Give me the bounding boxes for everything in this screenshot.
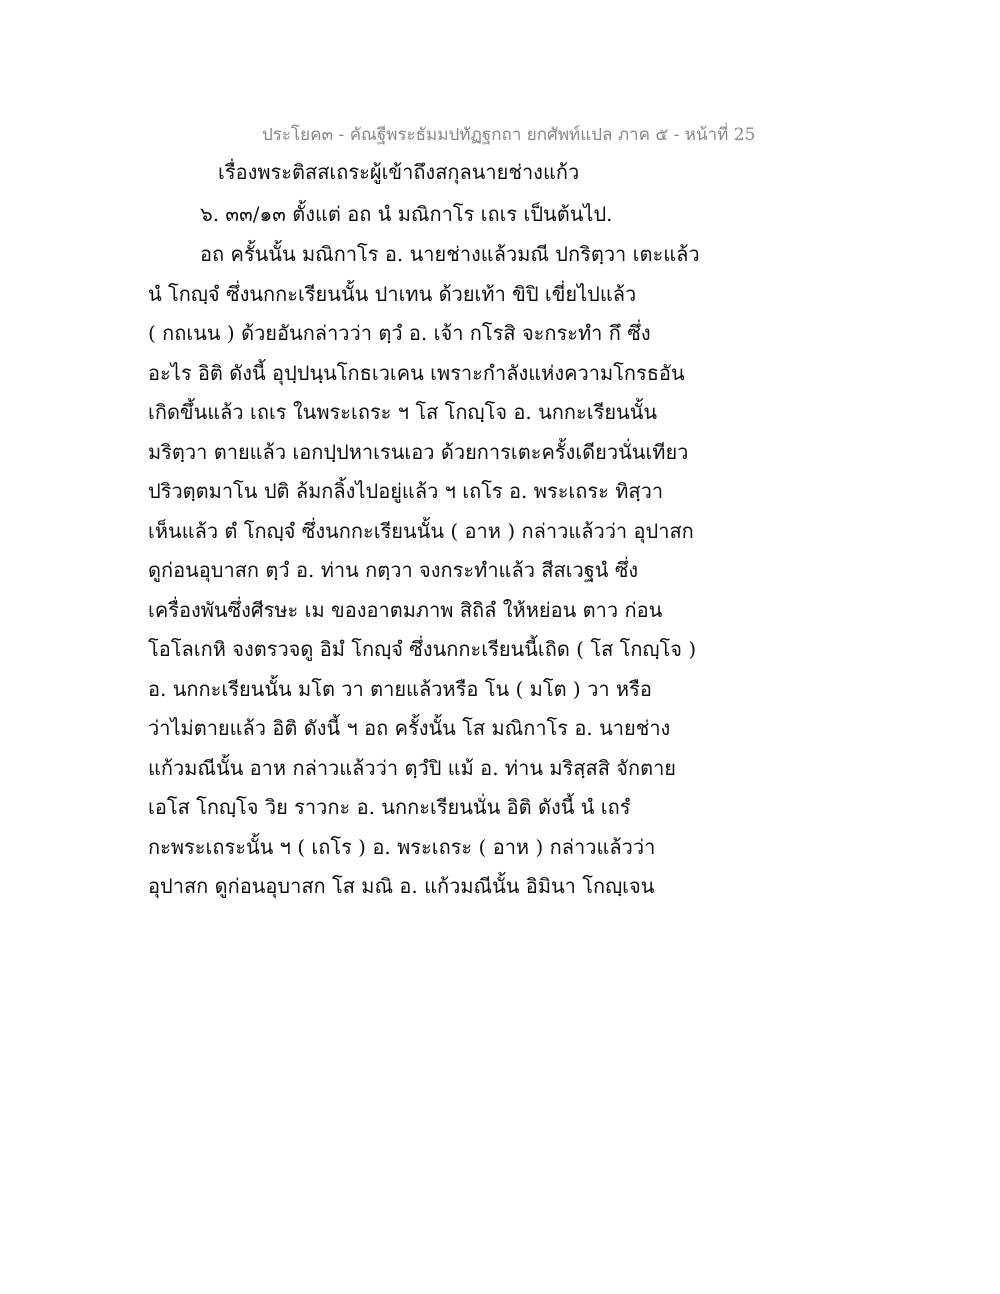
text-line: ดูก่อนอุบาสก ตฺวํ อ. ท่าน กตฺวา จงกระทำแล้ว สีสเวฐนํ ซึ่ง <box>148 558 639 582</box>
text-line: เห็นแล้ว ตํ โกญฺจํ ซึ่งนกกะเรียนนั้น ( อาห ) กล่าวแล้วว่า อุปาสก <box>148 518 694 543</box>
text-line: อุปาสก ดูก่อนอุบาสก โส มณิ อ. แก้วมณีนั้น อิมินา โกญฺเจน <box>148 874 655 898</box>
section-reference: ๖. ๓๓/๑๓ ตั้งแต่ อถ นํ มณิกาโร เถเร เป็นต้นไป. <box>200 202 613 226</box>
text-line: กะพระเถระนั้น ฯ ( เถโร ) อ. พระเถระ ( อาห ) กล่าวแล้วว่า <box>148 834 656 859</box>
text-line: เกิดขึ้นแล้ว เถเร ในพระเถระ ฯ โส โกญฺโจ อ. นกกะเรียนนั้น <box>148 400 658 424</box>
text-line: แก้วมณีนั้น อาห กล่าวแล้วว่า ตฺวํปิ แม้ อ. ท่าน มริสฺสสิ จักตาย <box>148 755 677 780</box>
text-line: อถ ครั้นนั้น มณิกาโร อ. นายช่างแล้วมณี ปกริตฺวา เตะแล้ว <box>200 242 700 266</box>
story-title: เรื่องพระติสสเถระผู้เข้าถึงสกุลนายช่างแก้ว <box>218 160 580 184</box>
body-text <box>148 240 708 912</box>
text-line: โอโลเกหิ จงตรวจดู อิมํ โกญฺจํ ซึ่งนกกะเรียนนี้เถิด ( โส โกญฺโจ ) <box>148 637 697 661</box>
text-line: นํ โกญฺจํ ซึ่งนกกะเรียนนั้น ปาเทน ด้วยเท้า ขิปิ เขี่ยไปแล้ว <box>148 281 637 306</box>
text-line: มริตฺวา ตายแล้ว เอกปฺปหาเรนเอว ด้วยการเตะครั้งเดียวนั่นเทียว <box>148 439 689 464</box>
text-line: อ. นกกะเรียนนั้น มโต วา ตายแล้วหรือ โน ( มโต ) วา หรือ <box>148 676 652 701</box>
text-line: ( กถเนน ) ด้วยอันกล่าวว่า ตฺวํ อ. เจ้า กโรสิ จะกระทำ กึ ซึ่ง <box>148 321 651 345</box>
running-header: ประโยค๓ - คัณฐีพระธัมมปทัฏฐกถา ยกศัพท์แปล ภาค ๕ - หน้าที่ 25 <box>262 125 756 145</box>
text-line: เอโส โกญฺโจ วิย ราวกะ อ. นกกะเรียนนั่น อิติ ดังนี้ นํ เถรํ <box>148 795 631 819</box>
text-line: ว่าไม่ตายแล้ว อิติ ดังนี้ ฯ อถ ครั้งนั้น โส มณิกาโร อ. นายช่าง <box>148 716 671 740</box>
text-line: อะไร อิติ ดังนี้ อุปฺปนฺนโกธเวเคน เพราะกำลังแห่งความโกรธอัน <box>148 360 685 385</box>
text-line: เครื่องพันซึ่งศีรษะ เม ของอาตมภาพ สิถิลํ ให้หย่อน ตาว ก่อน <box>148 597 663 622</box>
text-line: ปริวตฺตมาโน ปติ ล้มกลิ้งไปอยู่แล้ว ฯ เถโร อ. พระเถระ ทิสฺวา <box>148 479 664 503</box>
